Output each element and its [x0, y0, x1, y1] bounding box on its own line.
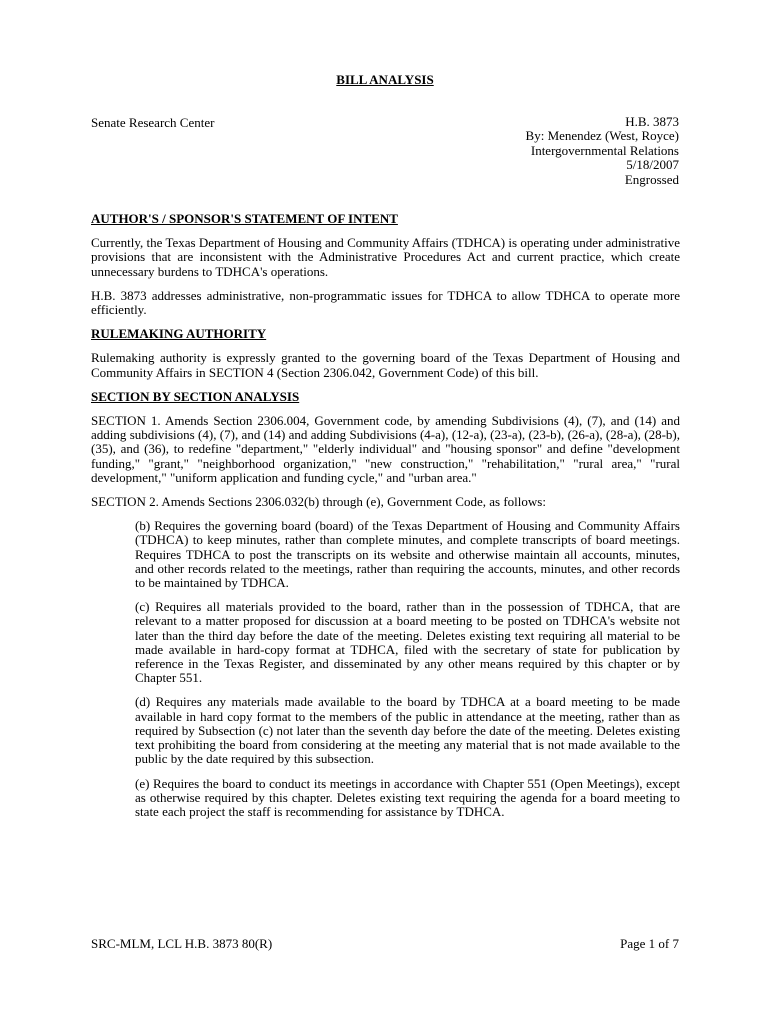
section-2c-paragraph: (c) Requires all materials provided to the board, rather than in the possession of TDHCA, that are relevant to a matter proposed for discussion at a board meeting to be posted on TDHCA's website not later than the third day before the date of the meeting. Deletes existing text requiring all material to be made available in hard-copy format at TDHCA, filed with the secretary of state for publication by reference in the Texas Register, and disseminated by any other means required by this chapter or by Chapter 551.	[135, 599, 680, 686]
footer-doc-id: SRC-MLM, LCL H.B. 3873 80(R)	[91, 936, 273, 951]
section-2-paragraph: SECTION 2. Amends Sections 2306.032(b) through (e), Government Code, as follows:	[91, 494, 546, 510]
bill-date: 5/18/2007	[626, 157, 679, 173]
section-2e-paragraph: (e) Requires the board to conduct its meetings in accordance with Chapter 551 (Open Meetings), except as otherwise required by this chapter. Deletes existing text requiring the agenda for a board meeting to state each project the staff is recommending for assistance by TDHCA.	[135, 775, 680, 819]
rulemaking-paragraph: Rulemaking authority is expressly granted to the governing board of the Texas Department of Housing and Community Affairs in SECTION 4 (Section 2306.042, Government Code) of this bill.	[91, 350, 680, 380]
rulemaking-heading: RULEMAKING AUTHORITY	[91, 326, 267, 342]
bill-authors: By: Menendez (West, Royce)	[525, 128, 679, 144]
header-right	[526, 115, 679, 187]
committee: Intergovernmental Relations	[530, 142, 679, 158]
section-2d-paragraph: (d) Requires any materials made available to the board by TDHCA at a board meeting to be made available in hard copy format to the members of the public in attendance at the meeting, rather than as required by Subsection (c) not later than the seventh day before the date of the meeting. Deletes existing text prohibiting the board from considering at the meeting any material that is not made available to the public by the date required by this subsection.	[135, 694, 680, 767]
body-content	[91, 212, 680, 829]
bill-number: H.B. 3873	[625, 114, 679, 129]
document-title: BILL ANALYSIS	[336, 72, 434, 87]
bill-status: Engrossed	[624, 171, 679, 187]
footer-page-number: Page 1 of 7	[620, 936, 679, 951]
header-left: Senate Research Center	[91, 115, 215, 130]
section-1-paragraph: SECTION 1. Amends Section 2306.004, Government code, by amending Subdivisions (4), (7), and (14) and adding subdivisions (4), (7), and (14) and adding Subdivisions (4-a), (12-a), (23-a), (23-b), (26-a), (28-a), (28-b), (35), and (36), to redefine "department," "elderly individual" and "housing sponsor" and define "development funding," "grant," "neighborhood organization," "new construction," "rehabilitation," "rural area," "rural development," "uniform application and funding cycle," and "urban area."	[91, 413, 680, 485]
section-2b-paragraph: (b) Requires the governing board (board) of the Texas Department of Housing and Community Affairs (TDHCA) to keep minutes, rather than complete minutes, and complete transcripts of board meetings. Requires TDHCA to post the transcripts on its website and otherwise maintain all accounts, minutes, and other records related to the meetings, rather than requiring the accounts, minutes, and other records to be maintained by TDHCA.	[135, 518, 680, 591]
intent-heading: AUTHOR'S / SPONSOR'S STATEMENT OF INTENT	[91, 211, 398, 226]
intent-paragraph-1: Currently, the Texas Department of Housing and Community Affairs (TDHCA) is operating under administrative provisions that are inconsistent with the Administrative Procedures Act and current practice, which create unnecessary burdens to TDHCA's operations.	[91, 235, 680, 279]
section-analysis-heading: SECTION BY SECTION ANALYSIS	[91, 388, 300, 404]
intent-paragraph-2: H.B. 3873 addresses administrative, non-programmatic issues for TDHCA to allow TDHCA to operate more efficiently.	[91, 287, 680, 318]
